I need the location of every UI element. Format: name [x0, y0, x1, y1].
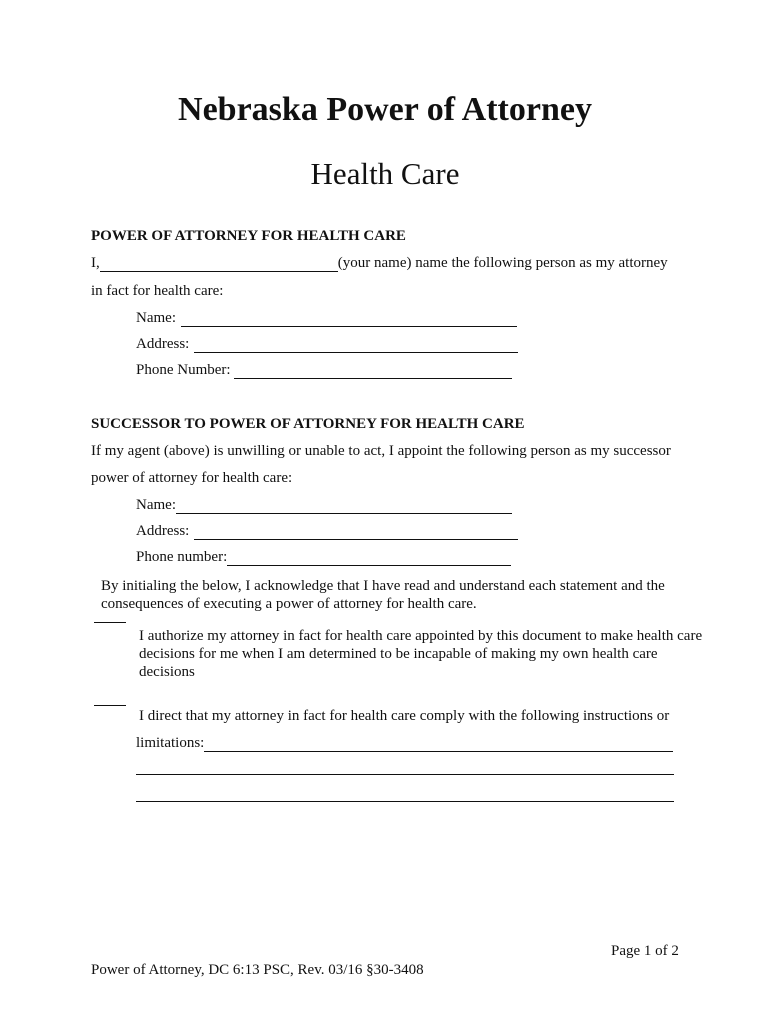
successor-intro-line2: power of attorney for health care: — [91, 470, 293, 486]
document-subtitle: Health Care — [310, 156, 460, 191]
successor-address-row — [136, 523, 518, 540]
limitations-field-3[interactable] — [136, 801, 674, 802]
agent-name-row — [136, 310, 517, 327]
principal-prefix: I, — [91, 255, 100, 271]
agent-phone-field[interactable] — [234, 364, 512, 379]
principal-name-line — [91, 255, 668, 272]
successor-intro-line1: If my agent (above) is unwilling or unable to act, I appoint the following person as my successor — [91, 443, 671, 459]
principal-name-field[interactable] — [100, 257, 338, 272]
successor-name-field[interactable] — [176, 499, 512, 514]
section-heading-successor: SUCCESSOR TO POWER OF ATTORNEY FOR HEALTH CARE — [91, 416, 525, 432]
successor-name-row — [136, 497, 512, 514]
form-identifier: Power of Attorney, DC 6:13 PSC, Rev. 03/16 §30-3408 — [91, 962, 424, 978]
poa-intro-line2: in fact for health care: — [91, 283, 224, 299]
acknowledgement-text: By initialing the below, I acknowledge that I have read and understand each statement and the consequences of executing a power of attorney for health care. — [101, 578, 665, 612]
successor-phone-row — [136, 549, 511, 566]
limitations-row — [136, 735, 673, 752]
agent-address-row — [136, 336, 518, 353]
limitations-label: limitations: — [136, 735, 205, 751]
limitations-field-1[interactable] — [204, 737, 673, 752]
agent-phone-row — [136, 362, 512, 379]
successor-address-field[interactable] — [194, 525, 518, 540]
successor-phone-label: Phone number: — [136, 549, 228, 565]
agent-name-field[interactable] — [181, 312, 517, 327]
principal-suffix: (your name) name the following person as my attorney — [337, 255, 668, 271]
statement-authorize: I authorize my attorney in fact for health care appointed by this document to make health care decisions for me when I am determined to be incapable of making my own health care decisions — [139, 628, 703, 680]
initial-field-authorize[interactable] — [94, 622, 126, 623]
statement-direct: I direct that my attorney in fact for health care comply with the following instructions or — [139, 708, 670, 724]
successor-phone-field[interactable] — [227, 551, 511, 566]
document-title: Nebraska Power of Attorney — [178, 91, 592, 128]
agent-address-field[interactable] — [194, 338, 518, 353]
page-number: Page 1 of 2 — [611, 943, 679, 959]
agent-name-label: Name: — [136, 310, 176, 326]
section-heading-poa: POWER OF ATTORNEY FOR HEALTH CARE — [91, 228, 406, 244]
agent-address-label: Address: — [136, 336, 190, 352]
successor-address-label: Address: — [136, 523, 190, 539]
limitations-field-2[interactable] — [136, 774, 674, 775]
agent-phone-label: Phone Number: — [136, 362, 231, 378]
initial-field-direct[interactable] — [94, 705, 126, 706]
successor-name-label: Name: — [136, 497, 176, 513]
